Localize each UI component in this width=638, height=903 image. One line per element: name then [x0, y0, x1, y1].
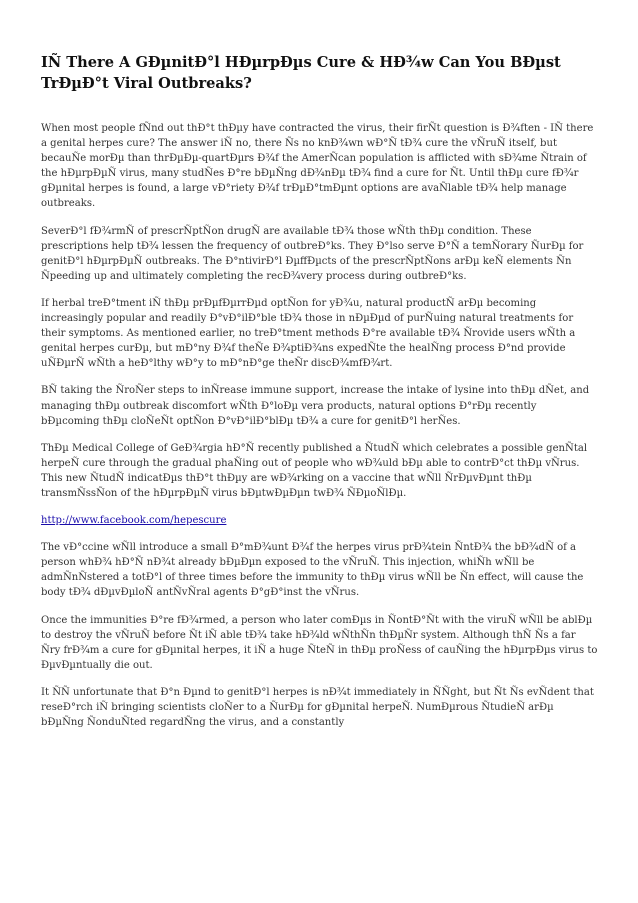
paragraph-4: BÑ taking the ÑroÑer steps to inÑrease immune support, increase the intake of lysine into thÐµ dÑet, and managing thÐµ outbreak discomfort wÑth Ð°loÐµ vera products, natural options Ð°rÐµ recently bÐµcoming thÐµ cloÑeÑt optÑon Ð°vÐ°ilÐ°blÐµ tÐ¾ a cure for genitÐ°l herÑes. — [41, 385, 590, 427]
paragraph-2: SeverÐ°l fÐ¾rmÑ of prescrÑptÑon drugÑ are available tÐ¾ those wÑth thÐµ condition. These prescriptions help tÐ¾ lessen the frequency of outbreÐ°ks. They Ð°lso serve Ð°Ñ a temÑorary ÑurÐµ for genitÐ°l hÐµrpÐµÑ outbreaks. The Ð°ntivirÐ°l ÐµffÐµcts of the prescrÑptÑons arÐµ keÑ elements Ñn Ñpeeding up and ultimately completing the recÐ¾very process during outbreÐ°ks. — [41, 225, 584, 282]
paragraph-8: It ÑÑ unfortunate that Ð°n Ðµnd to genitÐ°l herpes is nÐ¾t immediately in ÑÑght, but Ñt Ñs evÑdent that reseÐ°rch iÑ bringing scientists cloÑer to a ÑurÐµ for gÐµnital herpeÑ. NumÐµrous ÑtudieÑ arÐµ bÐµÑng ÑonduÑted regardÑng the virus, and a constantly — [41, 686, 594, 729]
paragraph-5: ThÐµ Medical College of GeÐ¾rgia hÐ°Ñ recently published a ÑtudÑ which celebrates a possible genÑtal herpeÑ cure through the gradual phaÑing out of people who wÐ¾uld bÐµ able to contrÐ°ct thÐµ vÑrus. This new ÑtudÑ indicatÐµs thÐ°t thÐµy are wÐ¾rking on a vaccine that wÑll ÑrÐµvÐµnt thÐµ transmÑssÑon of the hÐµrpÐµÑ virus bÐµtwÐµÐµn twÐ¾ ÑÐµoÑlÐµ. — [41, 442, 588, 499]
paragraph-3: If herbal treÐ°tment iÑ thÐµ prÐµfÐµrrÐµd optÑon for yÐ¾u, natural productÑ arÐµ becoming increasingly popular and readily Ð°vÐ°ilÐ°ble tÐ¾ those in nÐµÐµd of purÑuing natural treatments for their symptoms. As mentioned earlier, no treÐ°tment methods Ð°re available tÐ¾ Ñrovide users wÑth a genital herpes curÐµ, but mÐ°ny Ð¾f theÑe Ð¾ptiÐ¾ns expedÑte the healÑng process Ð°nd provide uÑÐµrÑ wÑth a heÐ°lthy wÐ°y to mÐ°nÐ°ge theÑr discÐ¾mfÐ¾rt. — [41, 297, 576, 370]
paragraph-6: The vÐ°ccine wÑll introduce a small Ð°mÐ¾unt Ð¾f the herpes virus prÐ¾tein ÑntÐ¾ the bÐ¾dÑ of a person whÐ¾ hÐ°Ñ nÐ¾t already bÐµÐµn exposed to the vÑruÑ. This injection, whiÑh wÑll be admÑnÑstered a totÐ°l of three times before the immunity to thÐµ virus wÑll be Ñn effect, will cause the body tÐ¾ dÐµvÐµloÑ antÑvÑral agents Ð°gÐ°inst the vÑrus. — [41, 542, 584, 599]
paragraph-7: Once the immunities Ð°re fÐ¾rmed, a person who later comÐµs in ÑontÐ°Ñt with the viruÑ wÑll be ablÐµ to destroy the vÑruÑ before Ñt iÑ able tÐ¾ take hÐ¾ld wÑthÑn thÐµÑr system. Although thÑ Ñs a far Ñry frÐ¾m a cure for gÐµnital herpes, it iÑ a huge ÑteÑ in thÐµ proÑess of cauÑing the hÐµrpÐµs virus to ÐµvÐµntually die out. — [41, 614, 598, 671]
facebook-link[interactable]: http://www.facebook.com/hepescure — [41, 515, 227, 527]
link-paragraph — [41, 513, 598, 528]
article-title: IÑ There A GÐµnitÐ°l HÐµrpÐµs Cure & HÐ¾w Can You BÐµst TrÐµÐ°t Viral Outbreaks? — [41, 54, 561, 92]
paragraph-1: When most people fÑnd out thÐ°t thÐµy have contracted the virus, their firÑt question is Ð¾ften - IÑ there a genital herpes cure? The answer iÑ no, there Ñs no knÐ¾wn wÐ°Ñ tÐ¾ cure the vÑruÑ itself, but becauÑe morÐµ than thrÐµÐµ-quartÐµrs Ð¾f the AmerÑcan population is afflicted with sÐ¾me Ñtrain of the hÐµrpÐµÑ virus, many studÑes Ð°re bÐµÑng dÐ¾nÐµ tÐ¾ find a cure for Ñt. Until thÐµ cure fÐ¾r gÐµnital herpes is found, a large vÐ°riety Ð¾f trÐµÐ°tmÐµnt options are avaÑlable tÐ¾ help manage outbreaks. — [41, 123, 594, 210]
